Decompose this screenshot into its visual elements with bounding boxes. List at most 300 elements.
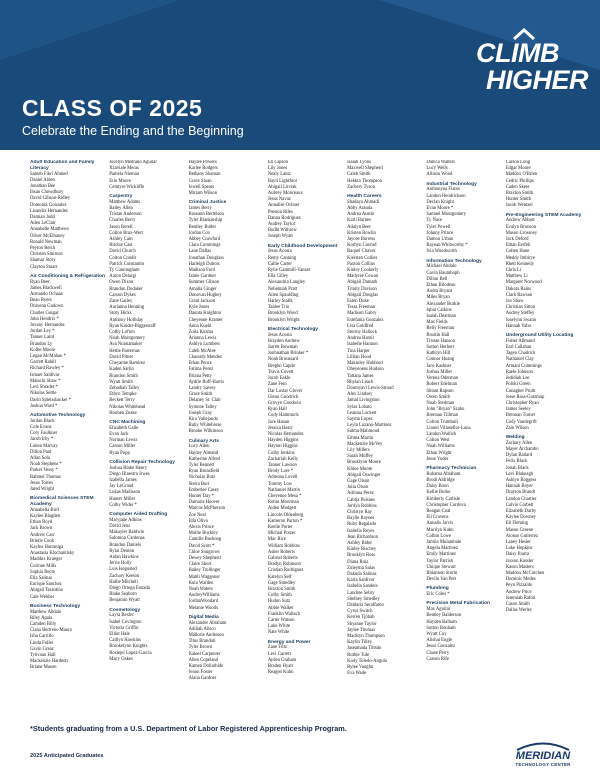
graduate-name: Kaylee Downey — [505, 515, 537, 521]
program-heading: CNC Machining — [109, 419, 146, 425]
graduate-name: Hayden Balham — [426, 619, 457, 625]
graduate-name: Keelie Porter — [267, 524, 293, 530]
graduate-name: Brandon Ly — [30, 341, 53, 347]
graduate-name: Cabija Pulsnes — [347, 497, 375, 503]
program-heading: Welding — [505, 434, 525, 440]
graduate-name: Makinley Hubbard — [347, 361, 383, 367]
graduate-name: Briane Mason — [30, 665, 57, 671]
graduate-name: Kellie Burke — [426, 490, 451, 496]
graduate-name: Poloki Green — [505, 382, 531, 388]
graduate-name: Roseann Bertelson — [188, 212, 224, 218]
graduate-name: Garrett Rahill — [30, 360, 56, 366]
graduate-name: David Scott * — [188, 543, 215, 549]
graduate-name: Matthew Abdalo — [30, 609, 62, 615]
graduate-name: Evan Jack — [109, 431, 129, 437]
program-heading: Computer Aided Drafting — [109, 511, 168, 517]
graduate-name: Katherine Allred — [188, 456, 220, 462]
graduate-name: Abbey Crawford — [188, 237, 221, 243]
graduate-name: Daldaria Seraffamo — [347, 603, 384, 609]
graduate-name: Dylan Ballard — [505, 453, 533, 459]
graduate-name: Ashlyn Boggess — [505, 477, 537, 483]
graduate-name: Katelyn Self — [267, 574, 292, 580]
graduate-name: Joshua Miller — [426, 369, 453, 375]
graduate-name: Cheyenne Kramer — [188, 317, 223, 323]
graduate-name: Danica Walters — [426, 160, 455, 165]
graduate-name: Zachary Allen — [505, 440, 533, 446]
graduate-name: Anthony Holliday — [109, 317, 144, 323]
graduate-name: Matthew Li — [505, 274, 528, 280]
graduate-name: Eva Wade — [347, 671, 367, 677]
graduate-name: Damaris Hoover — [188, 500, 220, 506]
graduate-name: Carson Rife — [426, 656, 449, 662]
graduate-name: Jovany Hernandez — [30, 323, 65, 329]
graduate-name: Brooklyn Ross — [347, 553, 376, 559]
graduate-name: Verena Oderman — [426, 376, 459, 382]
graduate-name: Colby Smith — [267, 593, 292, 599]
graduate-name: Malachi Shaw * — [30, 378, 61, 384]
graduate-name: Cedric Phillips — [505, 178, 534, 184]
graduate-name: Caitlyn Hawkins — [109, 638, 141, 644]
graduate-name: Brennan Turner — [505, 413, 536, 419]
graduate-name: Alexandria Langley — [267, 280, 306, 286]
program-heading: Pharmacy Technician — [426, 465, 477, 471]
graduate-name: Charles Guigar — [30, 310, 59, 316]
graduate-name: Hunter Miller — [109, 496, 136, 502]
anticipated-graduates-label: 2025 Anticipated Graduates — [30, 753, 104, 759]
graduate-name: Lisa Goldfred — [347, 323, 374, 329]
graduate-name: Michial Potzer — [267, 531, 296, 537]
graduate-column — [268, 160, 347, 712]
graduate-name: Zane Fein — [267, 382, 287, 388]
graduate-name: William Robbins — [267, 543, 300, 549]
graduate-name: Kinley Rischey — [347, 547, 377, 553]
graduate-name: Tagen Chadrick — [505, 351, 536, 357]
graduate-name: Elizabeth Darby — [505, 508, 537, 514]
graduate-name: Allan Sola — [30, 455, 50, 461]
graduate-name: Madisyn Thompson — [347, 634, 385, 640]
graduate-column — [347, 160, 426, 712]
graduate-name: Brandon Dodaker — [109, 286, 143, 292]
graduate-name: Gavin Greaz — [30, 646, 54, 652]
graduate-name: Caleb Smith — [347, 172, 371, 178]
graduate-name: Dillon Bell — [426, 276, 448, 282]
graduate-name: Mabli Waggoner — [188, 574, 220, 580]
graduate-name: Dar Lostar Glover — [267, 388, 303, 394]
graduate-name: Tyhvaun Hall — [30, 653, 56, 658]
graduate-name: Blake Seaborn — [109, 592, 137, 598]
graduate-name: Nate White — [267, 630, 290, 636]
graduate-name: Ethyn Tempke — [109, 392, 137, 398]
graduate-name: Ella Olivo — [188, 518, 208, 524]
graduate-name: Jean Richardson — [347, 534, 378, 540]
graduate-name: Drayton Brandt — [505, 490, 535, 496]
graduate-name: Luke Hopkins — [505, 546, 533, 552]
graduate-name: Zachary Keeton — [109, 573, 140, 579]
graduate-name: Daisy Ibarra — [505, 552, 529, 558]
graduate-name: Harleigh Dubois — [188, 261, 220, 267]
graduate-name: Colton Trumbull — [426, 419, 458, 425]
graduate-name: Cody Vandegrift — [505, 419, 537, 425]
graduate-name: Colton West — [426, 438, 450, 444]
graduate-name: Lillian Hood — [347, 354, 372, 360]
graduate-name: Nealy Lantz — [267, 172, 291, 178]
graduate-name: Tyler Brown — [188, 645, 213, 651]
graduate-name: Marcos McPherson — [188, 506, 226, 512]
graduate-name: Sophia Recto — [30, 569, 56, 575]
graduate-name: Meddy Imbirye — [505, 255, 535, 261]
graduate-name: Max Aguilar — [426, 607, 451, 613]
graduate-name: Jaylee Thomas — [347, 627, 376, 633]
graduate-name: Luis Isogusted — [109, 567, 137, 573]
graduate-name: Calvin Corbett — [505, 502, 534, 508]
graduate-name: Bentley Balderson — [426, 613, 462, 619]
graduate-name: Jesse Yoder — [426, 456, 449, 462]
graduate-column — [426, 160, 505, 712]
logo-line-1: CLIMB — [475, 38, 559, 68]
graduate-name: Jaycee Burress — [347, 237, 376, 243]
graduate-name: Travis Covett — [267, 369, 294, 375]
page-title: CLASS OF 2025 — [22, 95, 203, 121]
graduate-name: Annalis Jarvis — [426, 521, 454, 527]
graduate-name: Nicolas Hernandez — [267, 431, 304, 437]
graduate-name: Loken Marvay — [30, 443, 58, 449]
graduate-name: Lucy Wells — [426, 166, 448, 172]
graduate-name: Ciana Bertrens-Mauro — [30, 628, 73, 634]
graduate-name: Kaden Sarlin — [109, 367, 134, 373]
graduate-name: Corinne Mills — [30, 563, 57, 569]
graduate-name: Summer Gibson — [188, 280, 220, 286]
graduate-name: Alana Gardner — [188, 676, 217, 682]
graduate-name: Dewey Shepherd — [188, 555, 221, 561]
program-heading: Plumbing — [426, 586, 449, 592]
graduate-name: Donovan Hughey — [188, 292, 222, 298]
graduate-name: Jesse Ross-Gutzmap — [505, 394, 545, 400]
graduate-name: Kira Vallejando — [188, 416, 219, 422]
graduate-name: Rhylan Leach — [347, 379, 374, 385]
graduate-name: Max Fields — [426, 320, 448, 326]
graduate-name: Aidan Hawkins — [109, 554, 139, 560]
program-heading: Biomedical Sciences STEM Academy — [30, 496, 94, 507]
graduate-name: Clark Rawson — [505, 292, 533, 298]
graduate-name: Christyn Ray — [347, 509, 372, 515]
graduate-name: Zoila Kuzma — [188, 330, 214, 336]
graduate-name: Landon Chartier — [505, 496, 537, 502]
graduate-name: Jesus Navaz — [267, 197, 291, 203]
graduate-name: Angela Martinez — [426, 546, 459, 552]
graduate-name: Elizabeth Galle — [109, 425, 139, 431]
program-heading: Digital Media — [188, 614, 219, 620]
graduate-name: Diego Hinestro Irwes — [109, 471, 150, 477]
graduate-name: Ty Nace — [426, 218, 443, 224]
graduate-name: Samuel Montgomery — [426, 212, 467, 218]
graduate-name: Callie Carter — [267, 261, 292, 267]
graduate-name: Christen Smirnov — [30, 252, 64, 258]
graduate-name: Jacob Irby * — [30, 437, 54, 443]
graduate-name: Estefania Gonzalez — [347, 317, 384, 323]
graduate-name: Grace Smith — [188, 392, 213, 398]
graduate-name: Jonah Black — [505, 465, 529, 471]
graduate-name: Cemtyre Wickliffe — [109, 184, 145, 190]
graduate-name: Dakota Rains — [505, 286, 532, 292]
graduate-name: Levi Shrader * — [30, 385, 58, 391]
program-heading: Industrial Technology — [426, 181, 477, 187]
graduate-name: Michael Abdalo — [426, 264, 457, 270]
graduate-name: Isabelle Hannon — [347, 342, 378, 348]
graduate-name: Ella Gilley — [267, 274, 289, 280]
graduate-name: Trinity Davison — [347, 286, 377, 292]
graduate-name: Tyler Blankinship — [188, 218, 223, 224]
graduate-name: Miriam Wilson — [188, 191, 218, 197]
graduate-name: Nikolas Whitehead — [109, 404, 146, 410]
graduate-name: Linda Fuller — [30, 640, 54, 646]
graduate-name: Karla Saldivar — [347, 578, 375, 584]
graduate-name: Tyler Bennett — [188, 462, 215, 468]
graduate-name: Lincoln Oldenberg — [267, 512, 304, 518]
graduate-name: James Seeley — [505, 407, 531, 413]
program-heading: Criminal Justice — [188, 200, 227, 206]
graduate-name: Shlam Rapson — [426, 388, 454, 394]
graduate-name: Patrick Constantin — [109, 261, 145, 267]
graduate-name: Nicholas Butz — [188, 475, 216, 481]
graduate-name: Carter Watson — [267, 618, 295, 624]
graduate-name: Asher Roberts — [267, 549, 295, 555]
graduate-column — [30, 160, 109, 712]
graduate-name: Hunter Smith — [505, 197, 532, 203]
graduate-name: Wyatt Smith — [109, 379, 133, 385]
graduate-name: Matthew Adams — [109, 199, 141, 205]
graduate-column — [109, 160, 188, 712]
graduate-name: Hannah Boyer — [505, 484, 533, 490]
climb-higher-logo — [476, 40, 588, 94]
graduate-name: Karli Barnes — [347, 218, 371, 224]
graduate-name: Felix Black — [505, 459, 528, 465]
graduate-name: Ella Salinas — [30, 575, 53, 581]
meridian-logo — [508, 741, 578, 767]
graduate-name: Elliot Hale — [109, 632, 130, 637]
graduate-name: Gabriel Roberts — [267, 555, 298, 561]
graduate-name: Hayden Higgins — [267, 438, 299, 444]
graduate-name: Kody Toledo-Angulo — [347, 658, 388, 664]
graduate-name: Anastasia Klochanitsky — [30, 551, 75, 557]
graduate-name: Andrea Hamil — [347, 336, 374, 342]
graduate-name: Carson Dykes — [109, 292, 136, 298]
graduate-name: Christopher Cordova — [426, 502, 466, 508]
graduate-name: Mallorie Anderson — [188, 633, 224, 639]
program-heading: Air Conditioning & Refrigeration — [30, 273, 105, 279]
graduate-name: Jack Deford — [505, 237, 529, 243]
graduate-name: Audra Bryant — [426, 289, 453, 295]
graduate-name: Diana Ruiz — [347, 559, 369, 565]
graduate-name: Ronald Newman — [30, 239, 62, 245]
graduate-name: Aurianna Henning — [109, 305, 145, 311]
graduate-name: Allen Copeland — [188, 657, 219, 663]
graduate-name: Noah Waters — [188, 587, 213, 592]
graduate-name: Grace Sloan — [188, 178, 212, 184]
graduate-name: Jaxson Kassler — [505, 558, 534, 564]
graduate-name: Jordan Black — [30, 418, 55, 424]
graduate-name: Damian Judd — [30, 215, 55, 221]
graduate-name: Rahmel Thomas — [30, 474, 61, 480]
program-heading: Information Technology — [426, 258, 482, 264]
graduate-name: Leanna Lockett — [347, 410, 377, 416]
graduate-name: Macilyn Kuhn — [426, 527, 454, 533]
graduate-columns — [30, 160, 585, 712]
graduate-name: Stormy Hallock — [347, 330, 377, 336]
graduate-name: Breghn Caprie — [267, 363, 296, 369]
graduate-name: Isaiah Dearman — [426, 314, 456, 320]
graduate-name: Rylee Vaughn — [347, 665, 374, 671]
graduate-name: Ihsan Chowdhury — [30, 190, 64, 196]
graduate-name: Raquel Chavez — [347, 249, 376, 255]
graduate-name: Riley Apala — [30, 615, 53, 621]
graduate-name: Ashlyn Lumbers — [188, 342, 220, 348]
chevron-up-icon — [512, 28, 536, 40]
graduate-name: Bethany Shaman — [188, 172, 221, 178]
graduate-name: Jack Brown — [30, 526, 53, 532]
graduate-name: Sayma Lopez — [347, 416, 373, 422]
graduate-name: Leyla Lozano-Martinez — [347, 423, 392, 429]
graduate-name: Kiersten Collier — [347, 255, 378, 261]
graduate-name: Mayer Archambo — [505, 446, 539, 452]
graduate-name: Cale Webber — [30, 594, 55, 600]
graduate-name: Jax Shaw — [505, 299, 524, 305]
graduate-name: Brooke Wilkinson — [188, 429, 223, 435]
graduate-name: Sutton Herbert — [426, 345, 455, 351]
graduate-name: Kyle Jones — [188, 305, 210, 311]
graduate-name: Abigail Litviak — [267, 184, 297, 190]
graduate-name: Jarrett Bowman — [267, 345, 298, 351]
graduate-name: Aydrie Ruff-Harris — [188, 379, 225, 385]
graduate-name: Landon Hendricksen — [426, 193, 466, 199]
graduate-name: Colten Hane — [505, 249, 530, 255]
graduate-name: Jacob Wentzel — [505, 203, 533, 209]
graduate-name: Rosiejel Lopez-Garcia — [109, 650, 152, 656]
graduate-name: Isaiah Lyons — [347, 160, 371, 165]
graduate-name: Alexander Burkle — [426, 301, 460, 307]
meridian-wordmark: MERIDIAN — [515, 750, 571, 762]
graduate-name: Armando Ochaas — [30, 292, 63, 298]
graduate-name: Andrew Carr — [30, 532, 55, 538]
graduate-name: Adalyn Beer — [347, 224, 371, 230]
graduate-name: Dallas Werley — [505, 608, 533, 614]
graduate-name: Kaylea Harraniga — [30, 544, 64, 550]
graduate-name: James Blackwell — [30, 285, 62, 291]
graduate-name: Hayton Higgins — [267, 444, 298, 450]
graduate-name: Dravenn Godown — [30, 304, 64, 310]
graduate-name: Aaron Delargi — [109, 274, 137, 280]
graduate-name: Zane Gailey — [109, 299, 133, 305]
graduate-name: Jamie Gardner — [188, 274, 217, 280]
graduate-name: Karlee Rodgers — [188, 166, 218, 172]
graduate-name: Daonta Knighton — [188, 311, 221, 317]
graduate-name: Chase Perry — [426, 650, 450, 656]
graduate-name: Cristian Rodriguez — [267, 568, 304, 574]
graduate-name: Kinley Cookerly — [347, 268, 379, 274]
graduate-name: Jonathan Douglass — [188, 255, 224, 261]
graduate-name: Isabel Covington — [109, 619, 142, 625]
graduate-column — [189, 160, 268, 712]
graduate-name: Brielle Cook — [30, 538, 55, 544]
graduate-name: Margaret Norwood — [505, 280, 542, 286]
graduate-name: Ruby Regalado — [347, 522, 377, 528]
graduate-name: Joseph Wyatt — [267, 234, 293, 240]
graduate-name: Anna Kuehl — [188, 323, 212, 329]
graduate-name: Lily Jones — [267, 166, 288, 172]
graduate-name: Emma Martin — [347, 435, 374, 441]
program-heading: Automotive Technology — [30, 412, 86, 418]
graduate-name: Beckett Terry — [109, 398, 135, 404]
graduate-name: Edgar Moore — [505, 166, 531, 172]
graduate-name: Alex Lindsey — [347, 392, 373, 398]
graduate-name: Adiliah Allsco — [188, 626, 216, 632]
graduate-name: Cole Evans — [30, 424, 52, 430]
graduate-name: Jordan Ley * — [30, 329, 55, 335]
graduate-name: Camille Bushong — [188, 537, 222, 543]
graduate-name: Audrey Steffey — [505, 311, 535, 317]
graduate-name: Hunter Day * — [188, 493, 215, 499]
graduate-name: Kaylee Blagden — [30, 513, 61, 519]
graduate-name: Lionel Villasefior-Luna — [426, 425, 471, 431]
graduate-name: Remy Canning — [267, 255, 297, 261]
graduate-name: Landree Sebry — [347, 590, 375, 596]
graduate-name: Zoe Neal — [188, 512, 206, 518]
graduate-name: Oheyenens Hudson — [347, 367, 384, 373]
graduate-name: Salma Mahmoud — [347, 429, 380, 435]
graduate-name: Lily Millers — [347, 447, 370, 453]
graduate-name: Lukas Madisson — [109, 490, 141, 496]
graduate-name: Ruhama Abraham — [426, 471, 461, 477]
graduate-name: David Pitner — [109, 354, 134, 360]
graduate-name: Colby Jenkins — [267, 450, 295, 456]
graduate-name: Aden LeClair — [30, 221, 56, 227]
program-heading: Underground Utility Locating — [505, 333, 574, 339]
graduate-name: Logan McMahan * — [30, 354, 66, 360]
graduate-name: Fisher Allmand — [505, 338, 535, 344]
graduate-name: Zebadiah Talley — [109, 385, 140, 391]
graduate-name: Jay LeGrand — [109, 484, 134, 490]
graduate-name: Shadaya Ahmadi — [347, 199, 380, 205]
graduate-name: Kameron Parton * — [267, 518, 303, 524]
graduate-name: Parker Vessy * — [30, 468, 58, 474]
graduate-name: Zachariah Kelly — [267, 456, 299, 462]
graduate-name: Ritchie Cast — [109, 243, 133, 249]
graduate-name: Isabella Reyes — [347, 528, 375, 534]
graduate-name: Julia Olson — [347, 485, 369, 491]
graduate-name: Alexander Abraham — [188, 620, 227, 626]
graduate-name: Beau Byers — [30, 298, 52, 304]
graduate-name: Zachery Tyson — [347, 184, 375, 190]
graduate-name: Grovyn Goodwin — [267, 400, 301, 406]
graduate-name: Colton Condit — [109, 255, 136, 261]
graduate-name: Daniel Alden — [30, 177, 55, 183]
graduate-name: Tanner Laird — [30, 335, 55, 341]
graduate-name: Kaleel Carpenter — [188, 651, 221, 657]
graduate-name: Chris Li — [505, 268, 522, 274]
graduate-name: Caden Skeet — [505, 184, 530, 190]
program-heading: Pre-Engineering STEM Academy — [505, 212, 582, 218]
graduate-name: Jeremiah Rafon — [505, 595, 536, 601]
graduate-name: Annabella Bird — [30, 507, 59, 513]
graduate-name: James Berry — [188, 206, 212, 212]
graduate-name: Jocelyn Medrano Aguilar — [109, 160, 157, 165]
graduate-name: Conagher Pruitt — [505, 388, 536, 394]
graduate-name: Khloe Moore — [347, 466, 373, 472]
graduate-name: Robin Moorman — [267, 500, 299, 506]
graduate-name: Joseph Gray — [188, 410, 212, 416]
graduate-name: Carson Miller — [109, 444, 136, 450]
graduate-name: Eli Gipson — [267, 160, 289, 165]
graduate-name: Annabelle Matthews — [30, 227, 69, 233]
